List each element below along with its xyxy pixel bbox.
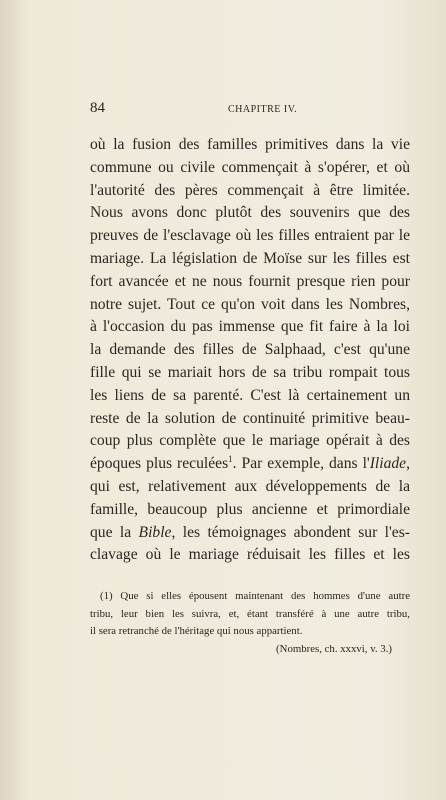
text-line: les liens de sa parenté. C'est là certainement un bbox=[90, 386, 410, 404]
text-line: où la fusion des familles primitives dans la vie bbox=[90, 136, 410, 153]
footnote bbox=[90, 588, 410, 658]
book-title-bible: Bible bbox=[138, 523, 172, 541]
text-segment: époques plus reculées bbox=[90, 455, 229, 473]
text-segment: , bbox=[406, 455, 410, 473]
text-line: mariage. La législation de Moïse sur les filles est bbox=[90, 249, 410, 267]
text-line-with-title bbox=[90, 522, 410, 545]
text-line: fort avancée et ne nous fournit presque rien pour bbox=[90, 272, 410, 290]
text-line: l'autorité des pères commençait à être limitée. bbox=[90, 181, 410, 199]
text-segment: que la bbox=[90, 523, 139, 541]
footnote-reference: 1 bbox=[228, 453, 233, 464]
body-text bbox=[90, 134, 410, 567]
footnote-source: (Nombres, ch. xxxvi, v. 3.) bbox=[276, 642, 392, 655]
page-number: 84 bbox=[90, 100, 105, 116]
text-line: reste de la solution de continuité primitive beau- bbox=[90, 409, 410, 427]
text-line: Nous avons donc plutôt des souvenirs que des bbox=[90, 204, 410, 222]
text-line: coup plus complète que le mariage opérait à des bbox=[90, 432, 410, 450]
text-line: à l'occasion du pas immense que fit faire à la loi bbox=[90, 318, 410, 336]
text-line-with-footnote-ref bbox=[90, 453, 410, 476]
footnote-line: tribu, leur bien les suivra, et, étant transféré à une autre tribu, bbox=[90, 607, 410, 620]
text-segment: . Par exemple, dans l' bbox=[232, 455, 370, 473]
text-line: preuves de l'esclavage où les filles entraient par le bbox=[90, 227, 410, 245]
footnote-line: (1) Que si elles épousent maintenant des hommes d'une autre bbox=[100, 590, 410, 602]
book-title-iliade: Iliade bbox=[369, 455, 407, 473]
text-line: famille, beaucoup plus ancienne et primordiale bbox=[90, 500, 410, 518]
text-line: la demande des filles de Salphaad, c'est qu'une bbox=[90, 341, 410, 359]
footnote-line: il sera retranché de l'héritage qui nous appartient. bbox=[90, 625, 303, 637]
running-head: CHAPITRE IV. bbox=[228, 104, 298, 115]
text-line: commune ou civile commençait à s'opérer, et où bbox=[90, 158, 410, 176]
text-segment: , les témoignages abondent sur l'es- bbox=[171, 523, 410, 541]
text-line: qui est, relativement aux développements de la bbox=[90, 477, 410, 495]
text-line: notre sujet. Tout ce qu'on voit dans les Nombres, bbox=[90, 295, 410, 313]
text-line: clavage où le mariage réduisait les filles et les bbox=[90, 546, 410, 564]
text-line: fille qui se mariait hors de sa tribu rompait tous bbox=[90, 363, 410, 381]
page-header bbox=[90, 100, 410, 124]
